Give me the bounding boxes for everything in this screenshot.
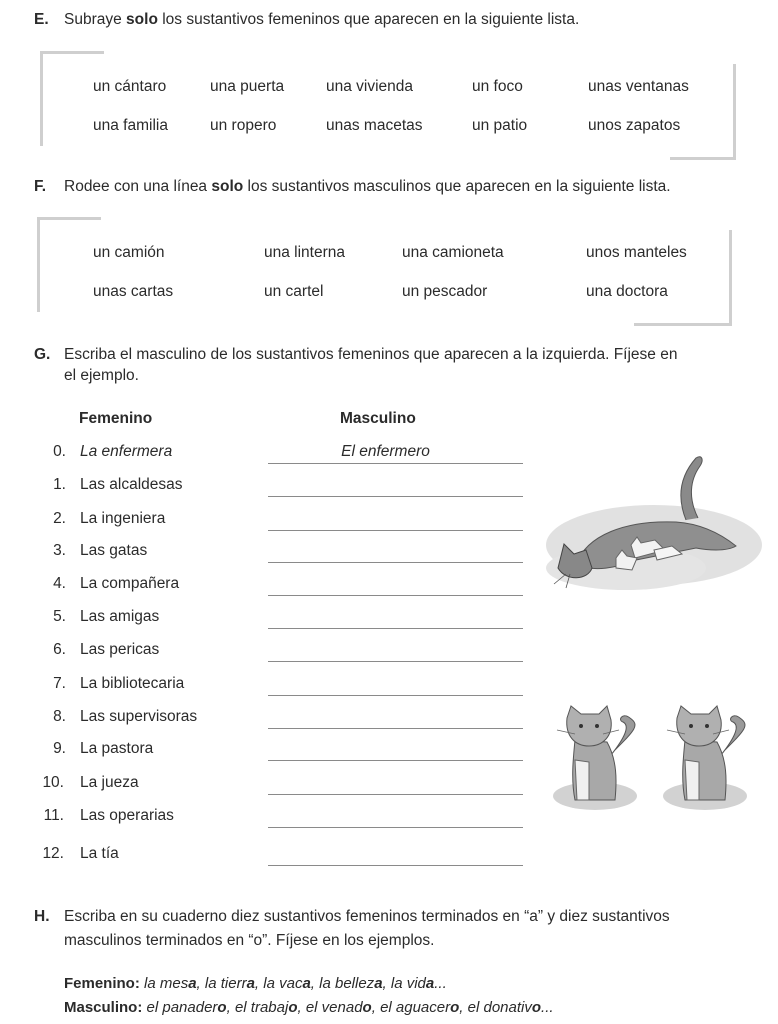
example-word-ending: a [374, 975, 383, 992]
word-item[interactable]: unas ventanas [588, 78, 689, 95]
item-number: 3. [53, 542, 66, 559]
item-number: 9. [53, 740, 66, 757]
column-header-femenino: Femenino [79, 410, 153, 427]
section-letter-h: H. [34, 908, 50, 925]
example-word-ending: a [302, 975, 311, 992]
example-word-stem: la tierr [204, 975, 247, 992]
femenino-word: Las pericas [80, 641, 160, 658]
masculino-examples: Masculino: el panadero, el trabajo, el venado, el aguacero, el donativo... [64, 999, 554, 1016]
instruction-h: H. Escriba en su cuaderno diez sustantivos femeninos terminados en “a” y diez sustantivos masculinos terminados en “o”. Fíjese en los ejemplos. [34, 905, 670, 953]
femenino-word: Las alcaldesas [80, 476, 183, 493]
word-item[interactable]: una puerta [210, 78, 285, 95]
section-letter-f: F. [34, 178, 47, 195]
example-word-ending: o [288, 999, 298, 1016]
word-item[interactable]: un ropero [210, 117, 277, 134]
example-word-stem: la vac [263, 975, 303, 992]
femenino-word: La ingeniera [80, 510, 166, 527]
femenino-word: La enfermera [80, 443, 173, 460]
femenino-word: Las gatas [80, 542, 148, 559]
item-number: 4. [53, 575, 66, 592]
word-item[interactable]: una camioneta [402, 244, 504, 261]
femenino-word: La jueza [80, 774, 139, 791]
bracket-top-left-f [37, 217, 101, 312]
sitting-cat-illustration-left [545, 700, 655, 812]
example-word-stem: el trabaj [234, 999, 289, 1016]
item-number: 7. [53, 675, 66, 692]
item-number: 12. [42, 845, 64, 862]
word-item[interactable]: una linterna [264, 244, 346, 261]
word-item[interactable]: una vivienda [326, 78, 414, 95]
word-item[interactable]: unos manteles [586, 244, 687, 261]
example-word-ending: a [425, 975, 435, 992]
word-item[interactable]: una doctora [586, 283, 668, 300]
item-number: 5. [53, 608, 66, 625]
word-item[interactable]: un foco [472, 78, 523, 95]
answer-blank-line[interactable] [268, 496, 523, 497]
word-item[interactable]: un patio [472, 117, 528, 134]
sitting-cat-illustration-right [655, 700, 765, 812]
answer-blank-line[interactable] [268, 595, 523, 596]
femenino-word: La pastora [80, 740, 154, 757]
example-word-ending: o [362, 999, 372, 1016]
femenino-word: La compañera [80, 575, 180, 592]
item-number: 8. [53, 708, 66, 725]
example-word-ending: a [188, 975, 197, 992]
word-item[interactable]: unas cartas [93, 283, 174, 300]
example-word-ending: o [531, 999, 542, 1016]
word-item[interactable]: unas macetas [326, 117, 423, 134]
answer-blank-line[interactable] [268, 794, 523, 795]
answer-blank-line[interactable] [268, 530, 523, 531]
femenino-word: Las amigas [80, 608, 160, 625]
femenino-examples: Femenino: la mesa, la tierra, la vaca, la belleza, la vida... [64, 975, 447, 992]
masculino-answer: El enfermero [341, 443, 430, 460]
answer-blank-line[interactable] [268, 463, 523, 464]
example-word-stem: la mes [144, 975, 189, 992]
femenino-word: Las operarias [80, 807, 174, 824]
column-header-masculino: Masculino [340, 410, 416, 427]
section-letter-g: G. [34, 346, 51, 363]
word-item[interactable]: una familia [93, 117, 168, 134]
item-number: 0. [53, 443, 66, 460]
word-item[interactable]: un pescador [402, 283, 488, 300]
item-number: 10. [42, 774, 64, 791]
instruction-e: E. Subraye solo los sustantivos femeninos que aparecen en la siguiente lista. [34, 11, 580, 28]
example-word-stem: el venad [305, 999, 363, 1016]
example-word-stem: el aguacer [380, 999, 451, 1016]
example-word-stem: el panader [146, 999, 218, 1016]
femenino-word: La bibliotecaria [80, 675, 185, 692]
answer-blank-line[interactable] [268, 865, 523, 866]
word-item[interactable]: unos zapatos [588, 117, 681, 134]
word-item[interactable]: un cántaro [93, 78, 167, 95]
item-number: 1. [53, 476, 66, 493]
word-item[interactable]: un cartel [264, 283, 324, 300]
answer-blank-line[interactable] [268, 728, 523, 729]
femenino-word: Las supervisoras [80, 708, 198, 725]
example-word-ending: o [217, 999, 227, 1016]
item-number: 11. [43, 807, 64, 824]
section-letter-e: E. [34, 11, 49, 28]
item-number: 2. [53, 510, 66, 527]
item-number: 6. [53, 641, 66, 658]
example-word-ending: a [246, 975, 255, 992]
instruction-g: G. Escriba el masculino de los sustantivos femeninos que aparecen a la izquierda. Fíjese en el ejemplo. [34, 346, 678, 384]
answer-blank-line[interactable] [268, 695, 523, 696]
example-word-ending: o [450, 999, 460, 1016]
example-word-stem: el donativ [467, 999, 532, 1016]
answer-blank-line[interactable] [268, 661, 523, 662]
answer-blank-line[interactable] [268, 628, 523, 629]
answer-blank-line[interactable] [268, 827, 523, 828]
example-word-stem: la bellez [319, 975, 375, 992]
word-item[interactable]: un camión [93, 244, 165, 261]
answer-blank-line[interactable] [268, 562, 523, 563]
answer-blank-line[interactable] [268, 760, 523, 761]
cat-with-kittens-illustration [536, 450, 764, 610]
example-word-stem: la vid [390, 975, 426, 992]
femenino-word: La tía [80, 845, 119, 862]
instruction-f: F. Rodee con una línea solo los sustantivos masculinos que aparecen en la siguiente lista. [34, 178, 671, 195]
